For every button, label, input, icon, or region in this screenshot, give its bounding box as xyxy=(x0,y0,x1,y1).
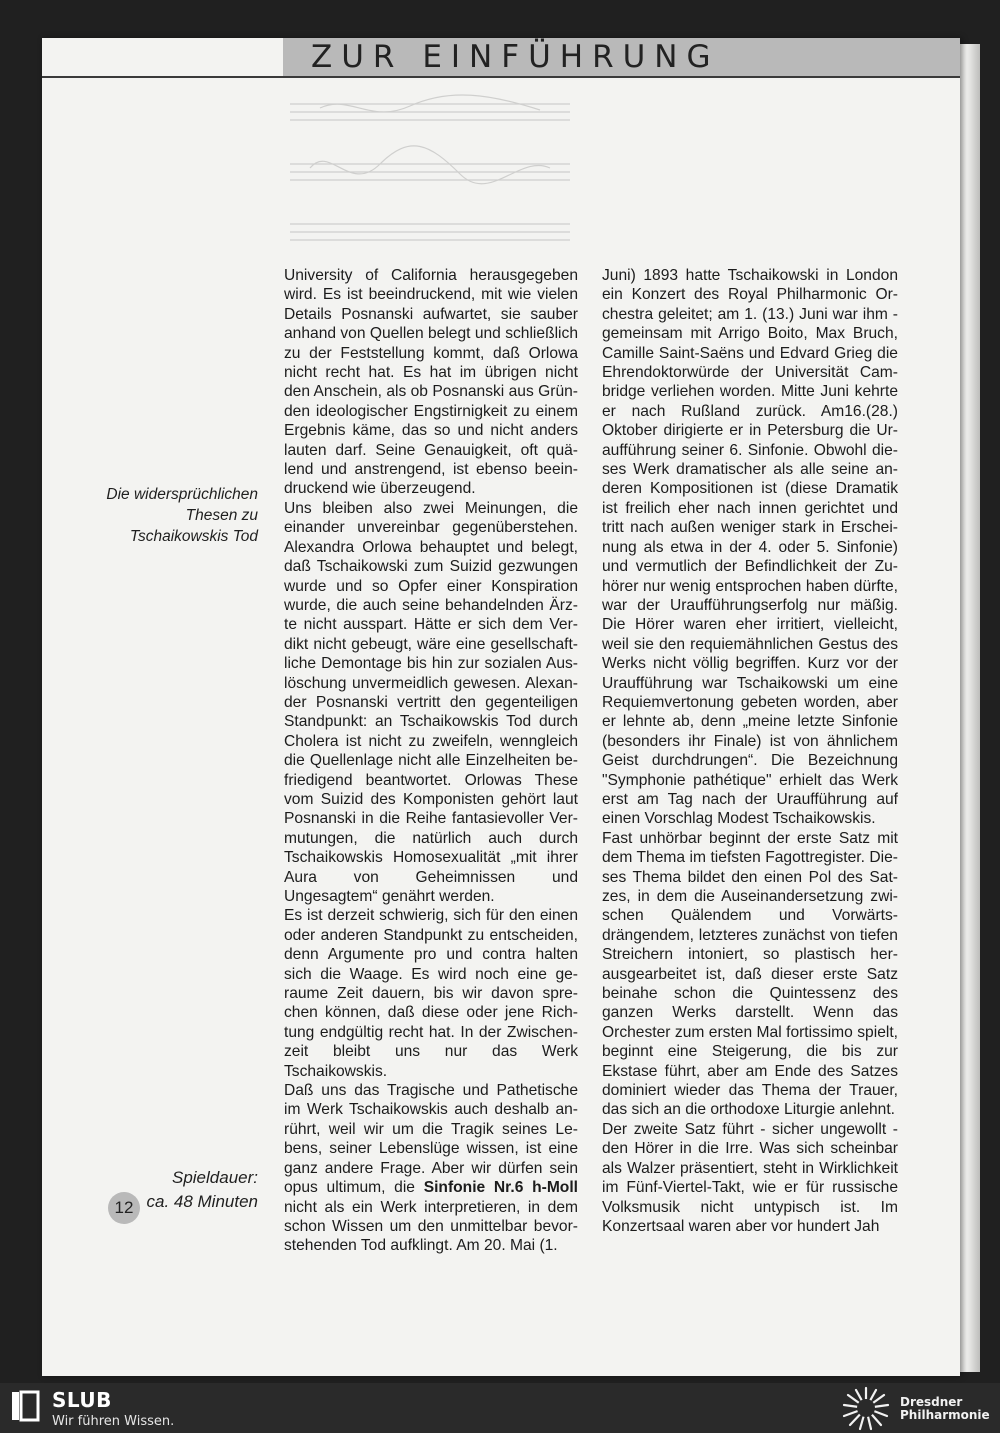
page-title: ZUR EINFÜHRUNG xyxy=(311,39,720,75)
slub-logo-icon xyxy=(12,1390,40,1422)
header-rule xyxy=(42,76,960,78)
partner-name-line: Dresdner xyxy=(900,1395,963,1409)
dresdner-philharmonie-logo-icon xyxy=(840,1385,892,1431)
faded-score-sketch xyxy=(290,84,570,254)
slub-name: SLUB xyxy=(52,1388,112,1412)
text-column-left xyxy=(284,266,578,1256)
text-column-right xyxy=(602,266,898,1236)
partner-name xyxy=(900,1396,990,1422)
paragraph: Uns bleiben also zwei Meinungen, die einander unvereinbar gegenüberstehen. Alexandra Orlowa behauptet und belegt, daß Tschaikowski zum Suizid gezwungen wurde und so Opfer einer Konspiration wurde, die auch seine behandelnden Ärzte nicht ausspart. Hätte er sich dem Verdikt nicht gebeugt, wäre eine gesellschaftliche Demontage bis hin zur sozialen Auslöschung unvermeidlich gewesen. Alexander Posnanski vertritt den gegenteiligen Standpunkt: an Tschaikowskis Tod durch Cholera ist nicht zu zweifeln, wenngleich die Quellenlage nicht alle Einzelheiten befriedigend beantwortet. Orlowas These vom Suizid des Komponisten gehört laut Posnanski in die Reihe fantasievoller Vermutungen, die natürlich auch durch Tschaikowskis Homosexualität „mit ihrer Aura von Geheimnissen und Ungesagtem“ genährt werden. xyxy=(284,499,578,905)
paragraph: Juni) 1893 hatte Tschaikowski in London ein Konzert des Royal Philharmonic Orchestra geleitet; am 1. (13.) Juni war ihm - gemeinsam mit Arrigo Boito, Max Bruch, Camille Saint-Saëns und Edvard Grieg die Ehrendoktorwürde der Universität Cambridge verliehen worden. Mitte Juni kehrte er nach Rußland zurück. Am16.(28.) Oktober dirigierte er in Petersburg die Uraufführung seiner 6. Sinfonie. Obwohl dieses Werk dramatischer als alle seine anderen Kompositionen ist (diese Dramatik ist freilich eher nach innen gerichtet und tritt nach außen weniger stark in Erscheinung als etwa in der 4. oder 5. Sinfonie) und vermutlich der Befindlichkeit der Zuhörer nur wenig entsprochen haben dürfte, war der Uraufführungserfolg nur mäßig. Die Hörer waren eher irritiert, vielleicht, weil sie den requiemähnlichen Gestus des Werks nicht völlig begriffen. Kurz vor der Uraufführung war Tschaikowski um eine Requiemvertonung gebeten worden, aber er lehnte ab, denn „meine letzte Sinfonie (besonders ihr Finale) ist von ähnlichem Geist durchdrungen“. Die Bezeichnung "Symphonie pathétique" erhielt das Werk erst am Tag nach der Uraufführung auf einen Vorschlag Modest Tschaikowskis. xyxy=(602,267,898,828)
margin-note-line: Die widersprüchlichen xyxy=(106,486,258,503)
margin-note-line: Spieldauer: xyxy=(171,1168,258,1187)
margin-note-line: ca. 48 Minuten xyxy=(146,1192,258,1211)
partner-name-line: Philharmonie xyxy=(900,1408,990,1422)
paragraph-text: Daß uns das Tragische und Pathetische im Werk Tschaikowskis auch deshalb anrührt, weil wir um die Tragik seines Lebens, seiner Lebenslüge wissen, ist eine ganz andere Frage. Aber wir dürfen sein opus ultimum, die xyxy=(284,1082,578,1197)
page-fold-edge xyxy=(958,44,980,1372)
margin-note-line: Tschaikowskis Tod xyxy=(129,528,258,545)
paragraph: Es ist derzeit schwierig, sich für den einen oder anderen Standpunkt zu entscheiden, denn Argumente pro und contra halten sich die Waage. Es wird noch eine geraume Zeit dauern, bis wir davon sprechen können, daß diese oder jene Richtung endgültig recht hat. In der Zwischenzeit bleibt uns nur das Werk Tschaikowskis. xyxy=(284,907,578,1080)
paragraph: Der zweite Satz führt - sicher ungewollt - den Hörer in die Irre. Was sich scheinbar als Walzer präsentiert, steht in Wirklichkeit im Fünf-Viertel-Takt, wie er für russische Volksmusik nicht untypisch ist. Im Konzertsaal waren aber vor hundert Jah xyxy=(602,1120,898,1235)
page-number-badge: 12 xyxy=(108,1192,140,1224)
paragraph-text: nicht als ein Werk interpretieren, in dem schon Wissen um den unmittelbar bevorstehenden Tod aufklingt. Am 20. Mai (1. xyxy=(284,1198,578,1255)
paragraph: University of California herausgegeben wird. Es ist beeindruckend, mit wie vielen Details Posnanski aufwartet, sie sauber anhand von Quellen belegt und schließlich zu der Feststellung kommt, daß Orlowa nicht recht hat. Es hat im übrigen nicht den Anschein, als ob Posnanski aus Gründen ideologischer Engstirnigkeit zu einem Ergebnis käme, das so und nicht anders lauten darf. Seine Genauigkeit, oft quälend und anstrengend, ist ebenso beeindruckend wie überzeugend. xyxy=(284,267,578,498)
margin-note-theses xyxy=(88,484,258,547)
paragraph: Fast unhörbar beginnt der erste Satz mit dem Thema im tiefsten Fagottregister. Dieses Thema bildet den einen Pol des Satzes, in dem die Auseinandersetzung zwischen Quälendem und Vorwärtsdrängendem, letzteres zunächst von tiefen Streichern intoniert, so plastisch herausgearbeitet ist, daß dieser erste Satz beinahe schon die Quintessenz des ganzen Werks darstellt. Wenn das Orchester zum ersten Mal fortissimo spielt, beginnt eine Steigerung, die bis zur Ekstase führt, aber am Ende des Satzes dominiert wieder das Thema der Trauer, das sich an die orthodoxe Liturgie anlehnt. xyxy=(602,829,898,1119)
symphony-title: Sinfonie Nr.6 h-Moll xyxy=(423,1179,578,1197)
slub-tagline: Wir führen Wissen. xyxy=(52,1414,175,1429)
margin-note-line: Thesen zu xyxy=(185,507,258,524)
paragraph xyxy=(284,1081,578,1256)
